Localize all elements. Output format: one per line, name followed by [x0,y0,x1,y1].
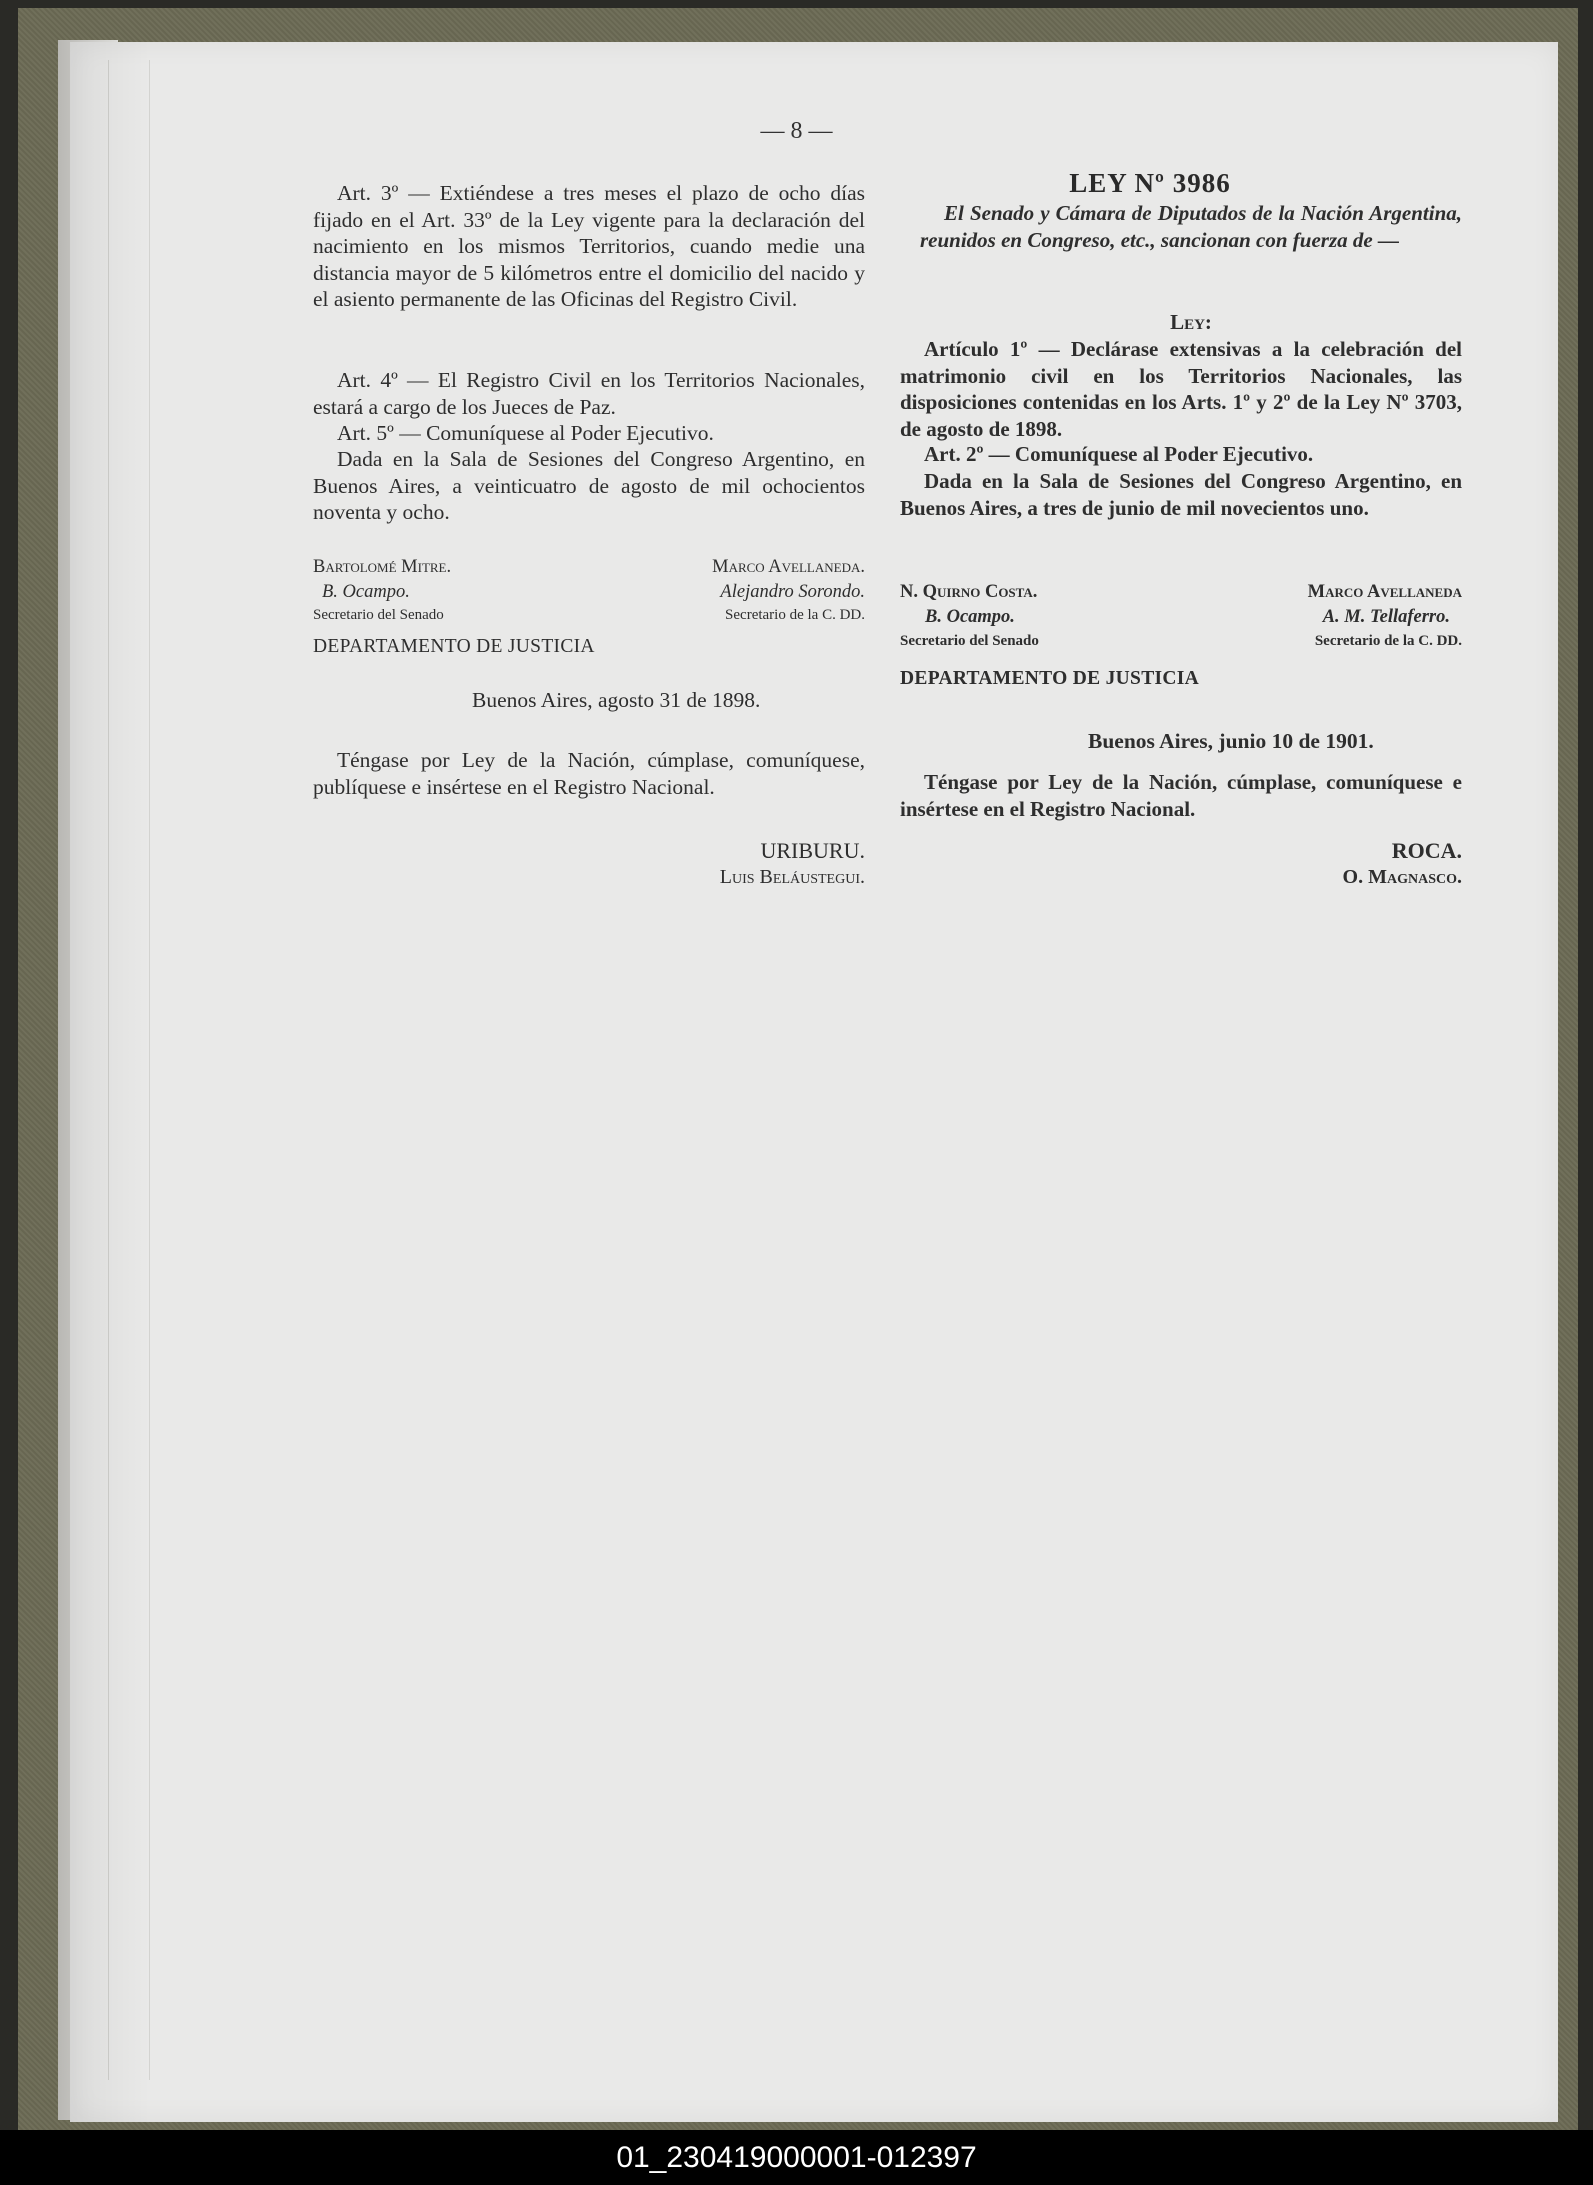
left-dada-paragraph: Dada en la Sala de Sesiones del Congreso Argentino, en Buenos Aires, a veinticuatro de agosto de mil ochocientos noventa y ocho. [313,447,865,525]
law-ley-heading: Ley: [1170,310,1212,334]
law-signature-left-secretary: B. Ocampo. [925,607,1015,627]
left-signer-minister: Luis Beláustegui. [719,866,865,888]
left-decree: Téngase por Ley de la Nación, cúmplase, comuníquese, publíquese e insértese en el Registro Nacional. [313,748,865,799]
left-date: Buenos Aires, agosto 31 de 1898. [472,688,761,712]
law-signature-right-title: Secretario de la C. DD. [1314,633,1462,649]
left-signature-right-secretary: Alejandro Sorondo. [720,582,865,602]
law-dada-paragraph: Dada en la Sala de Sesiones del Congreso Argentino, en Buenos Aires, a tres de junio de mil novecientos uno. [900,469,1462,520]
left-signature-left-title: Secretario del Senado [313,607,444,623]
left-article-5: Art. 5º — Comuníquese al Poder Ejecutivo. [337,421,714,445]
law-article-2: Art. 2º — Comuníquese al Poder Ejecutivo. [924,442,1314,466]
law-preamble: El Senado y Cámara de Diputados de la Nación Argentina, reunidos en Congreso, etc., sancionan con fuerza de — [920,201,1462,252]
page-number: — 8 — [760,118,833,144]
law-decree: Téngase por Ley de la Nación, cúmplase, comuníquese e insértese en el Registro Nacional. [900,770,1462,821]
left-signature-left-secretary: B. Ocampo. [322,582,410,602]
law-signer-minister: O. Magnasco. [1342,866,1462,888]
left-signature-left-name: Bartolomé Mitre. [313,557,452,577]
law-date: Buenos Aires, junio 10 de 1901. [1088,729,1374,753]
law-signature-right-name: Marco Avellaneda [1307,582,1462,602]
law-signer-president: ROCA. [1391,838,1462,863]
left-department: DEPARTAMENTO DE JUSTICIA [313,636,595,657]
law-department: DEPARTAMENTO DE JUSTICIA [900,668,1200,689]
left-article-4: Art. 4º — El Registro Civil en los Territorios Nacionales, estará a cargo de los Jueces de Paz. [313,368,865,419]
page-edge [108,60,150,2080]
law-title: LEY Nº 3986 [1069,168,1231,198]
left-article-3: Art. 3º — Extiéndese a tres meses el plazo de ocho días fijado en el Art. 33º de la Ley vigente para la declaración del nacimiento en los mismos Territorios, cuando medie una distancia mayor de 5 kilómetros entre el domicilio del nacido y el asiento permanente de las Oficinas del Registro Civil. [313,181,865,312]
law-article-1: Artículo 1º — Declárase extensivas a la celebración del matrimonio civil en los Territorios Nacionales, las disposiciones contenidas en los Arts. 1º y 2º de la Ley Nº 3703, de agosto de 1898. [900,337,1462,441]
scan-id-bar: 01_230419000001-012397 [0,2130,1593,2185]
left-signature-right-title: Secretario de la C. DD. [725,607,865,623]
law-signature-left-title: Secretario del Senado [900,633,1039,649]
law-signature-right-secretary: A. M. Tellaferro. [1322,607,1450,627]
law-signature-left-name: N. Quirno Costa. [900,582,1038,602]
left-signature-right-name: Marco Avellaneda. [712,557,865,577]
left-signer-president: URIBURU. [760,838,865,863]
